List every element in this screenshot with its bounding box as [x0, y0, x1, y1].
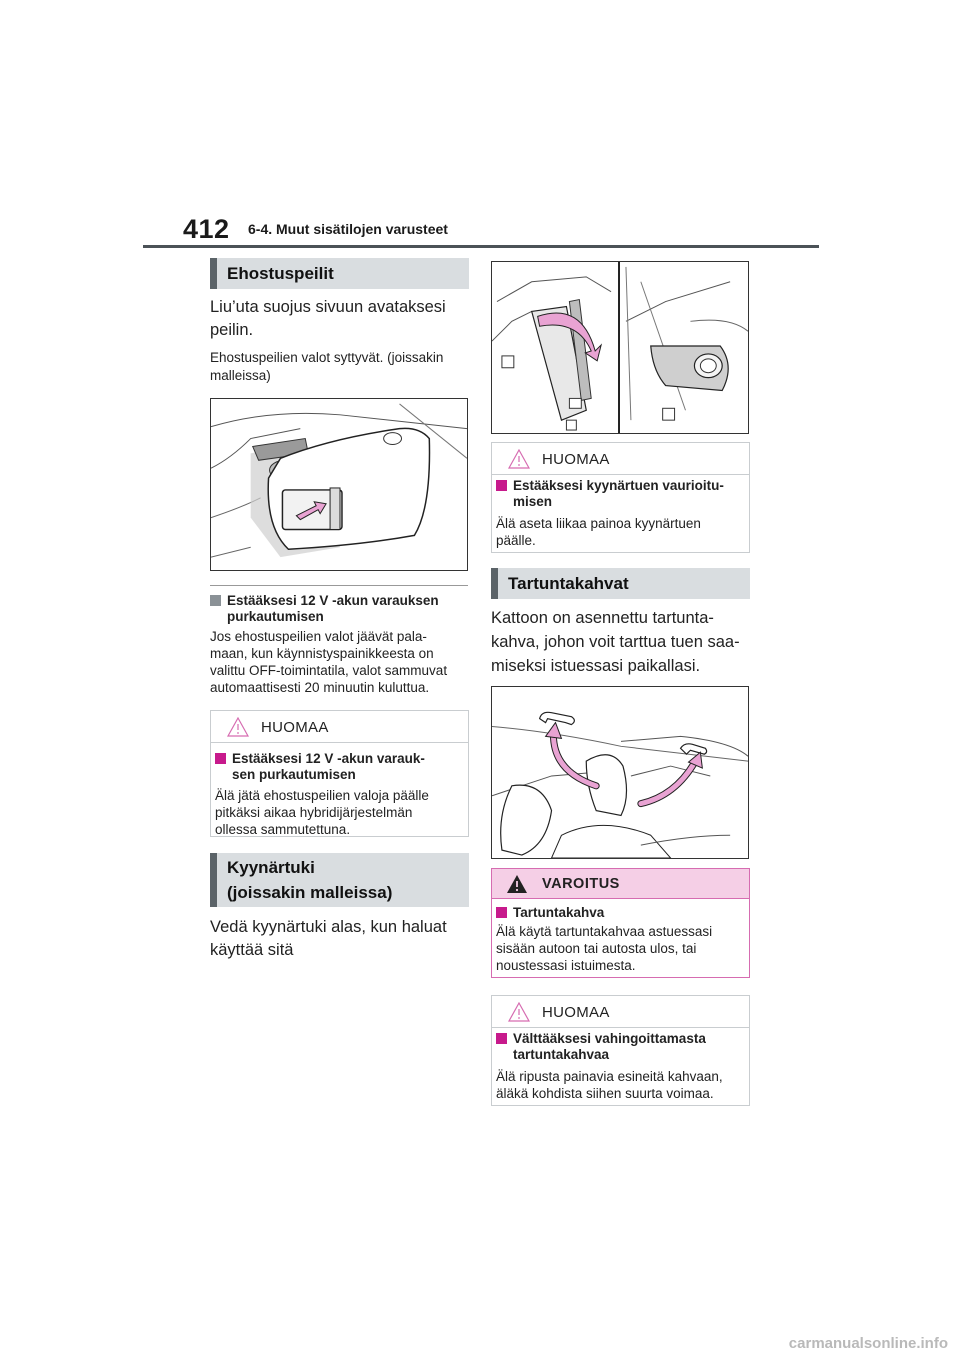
- warning-box-grab-handle: [491, 868, 750, 978]
- bullet-square-icon: [215, 753, 226, 764]
- vanity-lights-text: Ehostuspeilien valot syttyvät. (joissakin malleissa): [210, 350, 444, 383]
- notice-title: HUOMAA: [542, 1004, 610, 1021]
- notice-heading: Välttääksesi vahingoittamasta tartuntakahvaa: [496, 1031, 746, 1063]
- notice-rule: [211, 742, 468, 743]
- notice-box-armrest: [491, 442, 750, 553]
- bullet-square-icon: [496, 907, 507, 918]
- notice-heading: Estääksesi kyynärtuen vaurioitu- misen: [496, 478, 746, 510]
- grab-handle-illustration: [491, 686, 749, 859]
- notice-box-grab-handle: [491, 995, 750, 1106]
- warning-header: [492, 869, 749, 899]
- vanity-mirror-heading: Ehostuspeilit: [210, 258, 469, 289]
- grab-handle-heading: Tartuntakahvat: [491, 568, 750, 599]
- caution-triangle-icon: [227, 717, 249, 737]
- notice-body: Älä aseta liikaa painoa kyynärtuen päälle.: [496, 516, 701, 548]
- notice-title: HUOMAA: [542, 451, 610, 468]
- bullet-square-icon: [496, 480, 507, 491]
- warning-title: VAROITUS: [542, 876, 620, 892]
- armrest-text: Vedä kyynärtuki alas, kun haluat käyttää sitä: [210, 918, 447, 959]
- page-number: 412: [183, 214, 230, 244]
- notice-box-vanity: [210, 710, 469, 837]
- battery-note-heading: Estääksesi 12 V -akun varauksen purkautumisen: [210, 593, 468, 625]
- caution-triangle-icon: [508, 449, 530, 469]
- warning-body: Älä käytä tartuntakahvaa astuessasi sisään autoon tai autosta ulos, tai noustessasi istuimesta.: [496, 924, 713, 973]
- vanity-mirror-illustration: [210, 398, 468, 571]
- armrest-heading: Kyynärtuki (joissakin malleissa): [210, 853, 469, 907]
- notice-body: Älä ripusta painavia esineitä kahvaan, äläkä kohdista siihen suurta voimaa.: [496, 1069, 723, 1101]
- notice-title: HUOMAA: [261, 719, 329, 736]
- section-title: 6-4. Muut sisätilojen varusteet: [248, 221, 448, 237]
- battery-note-body: Jos ehostuspeilien valot jäävät pala- maan, kun käynnistyspainikkeesta on valittu OFF-toimintatila, valot sammuvat automaattisesti 20 minuutin kuluttua.: [210, 629, 448, 695]
- left-divider: [210, 585, 468, 586]
- vanity-mirror-text: Liu’uta suojus sivuun avataksesi peilin.: [210, 298, 446, 339]
- bullet-square-icon: [496, 1033, 507, 1044]
- warning-triangle-icon: [506, 874, 528, 894]
- caution-triangle-icon: [508, 1002, 530, 1022]
- notice-body: Älä jätä ehostuspeilien valoja päälle pitkäksi aikaa hybridijärjestelmän ollessa sammutettuna.: [215, 788, 429, 837]
- header-rule: [143, 245, 819, 248]
- grab-handle-text: Kattoon on asennettu tartunta- kahva, johon voit tarttua tuen saa- miseksi istuessasi paikallasi.: [491, 609, 740, 675]
- armrest-illustration: [491, 261, 749, 434]
- notice-rule: [492, 474, 749, 475]
- bullet-square-icon: [210, 595, 221, 606]
- warning-heading: Tartuntakahva: [496, 905, 746, 921]
- notice-heading: Estääksesi 12 V -akun varauk- sen purkautumisen: [215, 751, 465, 783]
- notice-rule: [492, 1027, 749, 1028]
- watermark: carmanualsonline.info: [788, 1335, 948, 1352]
